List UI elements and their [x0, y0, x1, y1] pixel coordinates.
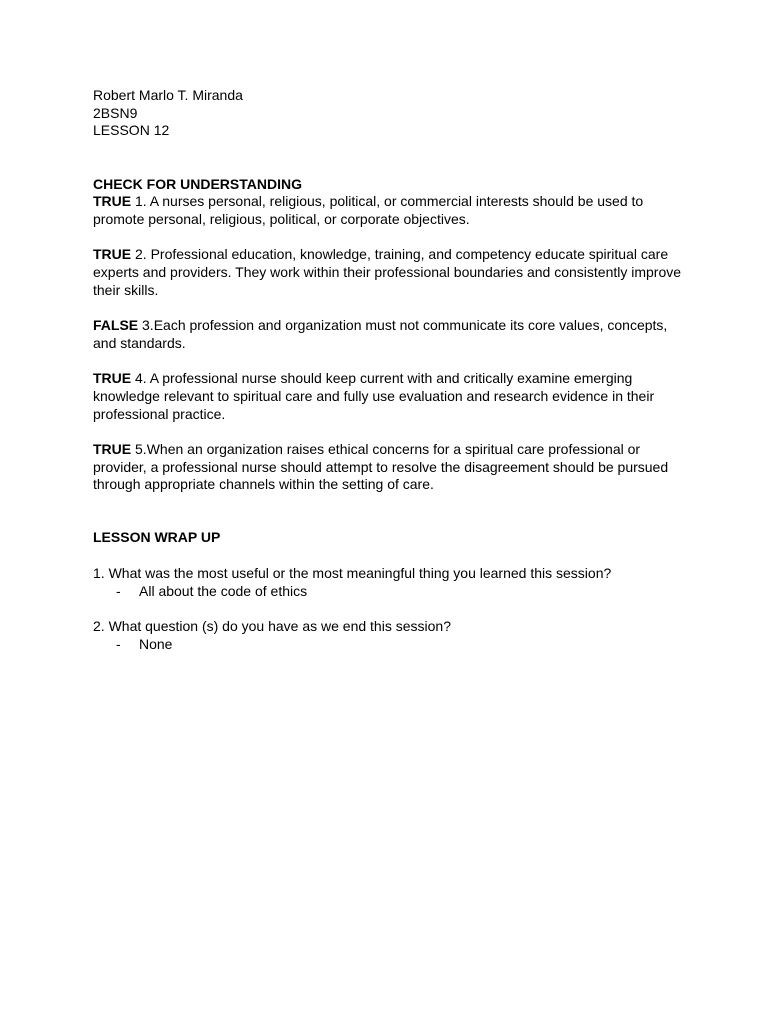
student-name: Robert Marlo T. Miranda: [93, 87, 243, 103]
cfu-answer-5: TRUE: [93, 440, 132, 457]
cfu-statement-4: 4. A professional nurse should keep current with and critically examine emerging knowledge relevant to spiritual care and fully use evaluation and research evidence in their professional practice.: [93, 370, 655, 422]
spacer: [93, 423, 683, 441]
cfu-answer-4: TRUE: [93, 370, 132, 387]
spacer: [93, 140, 683, 175]
cfu-statement-1: 1. A nurses personal, religious, political, or commercial interests should be used to promote personal, religious, political, or corporate objectives.: [93, 193, 644, 227]
spacer: [93, 229, 683, 247]
spacer: [93, 299, 683, 317]
cfu-answer-1: TRUE: [93, 193, 132, 210]
cfu-item-4: [93, 370, 683, 423]
wrap-up-answer-text-2: None: [139, 635, 173, 652]
cfu-answer-3: FALSE: [93, 317, 139, 334]
wrap-up-answer-1: [93, 583, 683, 601]
wrap-up-question-2: 2. What question (s) do you have as we end this session?: [93, 617, 451, 634]
dash-bullet: -: [116, 582, 121, 599]
wrap-up-question-1: 1. What was the most useful or the most meaningful thing you learned this session?: [93, 564, 612, 581]
wrap-up-answer-2: [93, 636, 683, 654]
student-section: 2BSN9: [93, 104, 138, 121]
wrap-up-answer-text-1: All about the code of ethics: [139, 582, 308, 599]
dash-bullet: -: [116, 635, 121, 652]
document-page: [93, 87, 683, 653]
check-for-understanding-section: [93, 176, 683, 495]
cfu-item-1: [93, 193, 683, 228]
lesson-label: LESSON 12: [93, 122, 170, 139]
spacer: [93, 547, 683, 565]
lesson-wrap-up-heading: LESSON WRAP UP: [93, 529, 221, 546]
cfu-statement-5: 5.When an organization raises ethical concerns for a spiritual care professional or provider, a professional nurse should attempt to resolve the disagreement should be pursued through appropriate channels within the setting of care.: [93, 440, 669, 493]
cfu-answer-2: TRUE: [93, 246, 132, 263]
spacer: [93, 353, 683, 371]
lesson-wrap-up-section: [93, 529, 683, 653]
spacer: [93, 494, 683, 529]
cfu-item-2: [93, 246, 683, 299]
cfu-statement-3: 3.Each profession and organization must not communicate its core values, concepts, and standards.: [93, 317, 668, 351]
student-header: [93, 87, 683, 140]
cfu-item-3: [93, 317, 683, 352]
cfu-item-5: [93, 441, 683, 494]
cfu-statement-2: 2. Professional education, knowledge, training, and competency educate spiritual care experts and providers. They work within their professional boundaries and consistently improve their skills.: [93, 246, 682, 298]
check-for-understanding-heading: CHECK FOR UNDERSTANDING: [93, 175, 302, 192]
spacer: [93, 600, 683, 618]
